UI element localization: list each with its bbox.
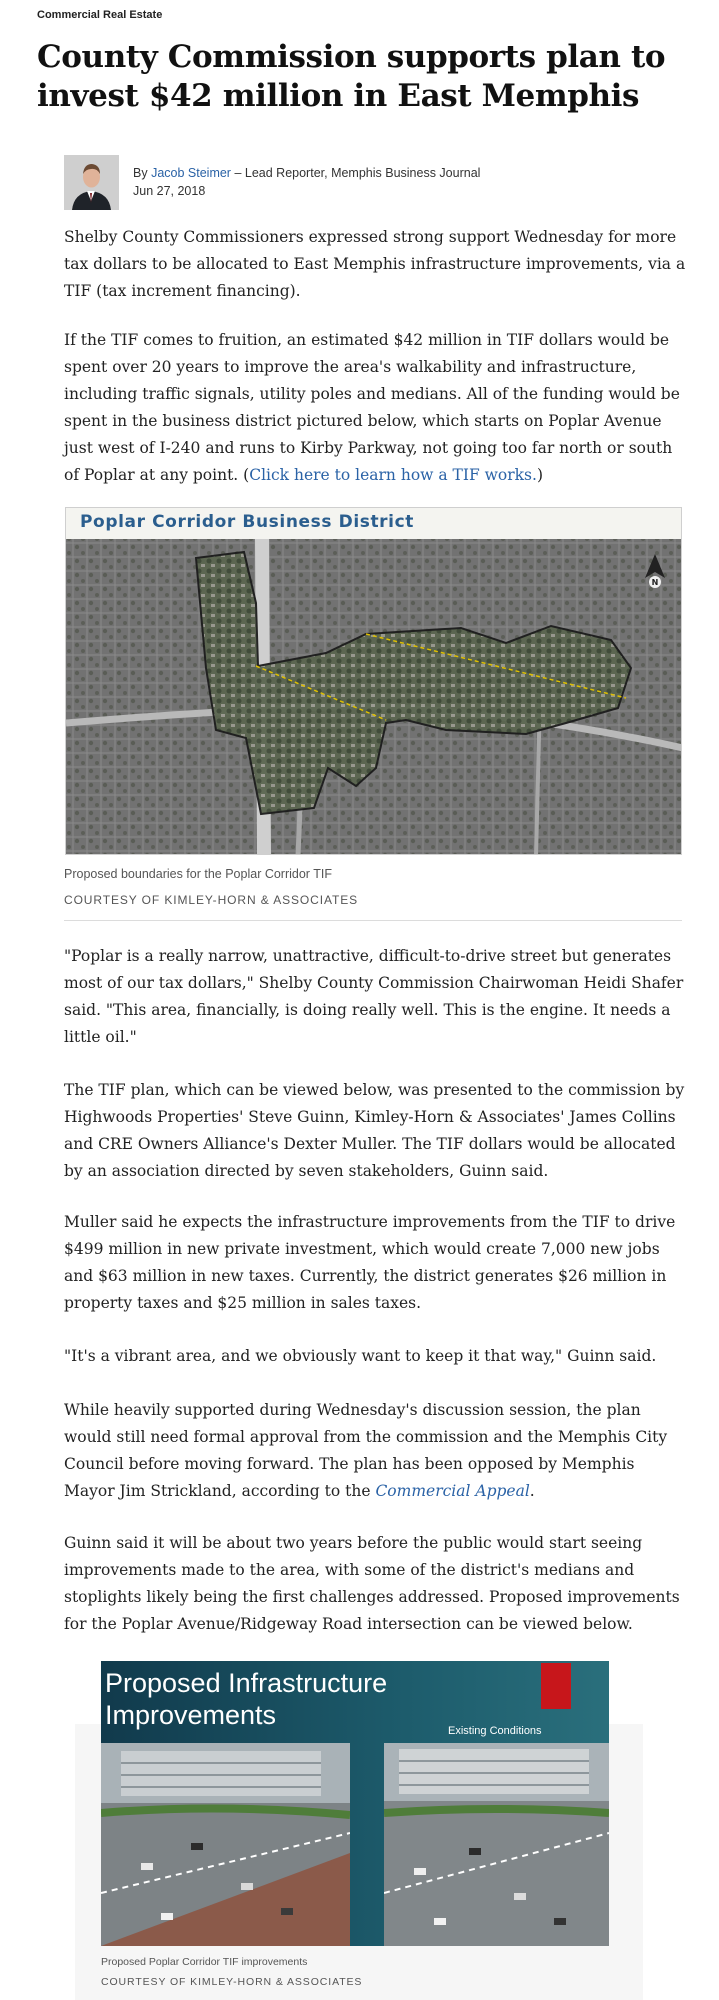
paragraph-5: Muller said he expects the infrastructure improvements from the TIF to drive $499 million in new private investment, which would create 7,000 new jobs and $63 million in new taxes. Currently, the district generates $26 million in property taxes and $25 million in sales taxes. bbox=[64, 1213, 676, 1312]
slide-accent-block bbox=[541, 1663, 571, 1709]
slide-figure[interactable] bbox=[101, 1661, 609, 1946]
tif-explainer-link[interactable]: Click here to learn how a TIF works. bbox=[249, 466, 537, 484]
slide-credit: COURTESY OF KIMLEY-HORN & ASSOCIATES bbox=[101, 1976, 363, 1988]
figure-divider bbox=[64, 920, 682, 921]
proposed-intersection-photo bbox=[101, 1743, 350, 1946]
author-link[interactable]: Jacob Steimer bbox=[151, 166, 231, 180]
author-avatar[interactable] bbox=[64, 155, 119, 210]
paragraph-2 bbox=[64, 327, 689, 489]
commercial-appeal-link[interactable]: Commercial Appeal bbox=[375, 1482, 530, 1500]
map-figure[interactable] bbox=[65, 507, 682, 855]
existing-intersection-photo bbox=[384, 1743, 609, 1946]
map-image bbox=[66, 508, 682, 855]
paragraph-2-text: If the TIF comes to fruition, an estimated $42 million in TIF dollars would be spent over 20 years to improve the area's walkability and infrastructure, including traffic signals, utility poles and medians. All of the funding would be spent in the business district pictured below, which starts on Poplar Avenue just west of I-240 and runs to Kirby Parkway, not going too far north or south of Poplar at any point. ( bbox=[64, 331, 680, 484]
north-label: N bbox=[651, 578, 659, 587]
paragraph-6: "It's a vibrant area, and we obviously want to keep it that way," Guinn said. bbox=[64, 1347, 657, 1365]
article-headline: County Commission supports plan to invest $42 million in East Memphis bbox=[37, 39, 666, 114]
paragraph-8: Guinn said it will be about two years before the public would start seeing improvements made to the area, with some of the district's medians and stoplights likely being the first challenges addressed. Proposed improvements for the Poplar Avenue/Ridgeway Road intersection can be viewed below. bbox=[64, 1534, 680, 1633]
slide-title: Proposed Infrastructure Improvements bbox=[105, 1668, 388, 1730]
paragraph-7-end: . bbox=[529, 1482, 535, 1500]
paragraph-2-end: ) bbox=[536, 466, 543, 484]
paragraph-7 bbox=[64, 1397, 689, 1505]
map-credit: COURTESY OF KIMLEY-HORN & ASSOCIATES bbox=[64, 893, 359, 907]
section-kicker-link[interactable]: Commercial Real Estate bbox=[37, 9, 163, 21]
paragraph-3: "Poplar is a really narrow, unattractive, difficult-to-drive street but generates most of our tax dollars," Shelby County Commission Chairwoman Heidi Shafer said. "This area, financially, is doing really well. This is the engine. It needs a little oil." bbox=[64, 947, 684, 1046]
existing-conditions-label: Existing Conditions bbox=[448, 1725, 542, 1737]
paragraph-7-text: While heavily supported during Wednesday's discussion session, the plan would still need formal approval from the commission and the Memphis City Council before moving forward. The plan has been opposed by Memphis Mayor Jim Strickland, according to the bbox=[64, 1401, 668, 1500]
map-title: Poplar Corridor Business District bbox=[80, 512, 415, 532]
byline-text bbox=[133, 164, 480, 200]
byline bbox=[64, 155, 684, 211]
paragraph-1: Shelby County Commissioners expressed strong support Wednesday for more tax dollars to be allocated to East Memphis infrastructure improvements, via a TIF (tax increment financing). bbox=[64, 228, 686, 300]
slide-caption: Proposed Poplar Corridor TIF improvements bbox=[101, 1956, 308, 1968]
paragraph-4: The TIF plan, which can be viewed below, was presented to the commission by Highwoods Properties' Steve Guinn, Kimley-Horn & Associates' James Collins and CRE Owners Alliance's Dexter Muller. The TIF dollars would be allocated by an association directed by seven stakeholders, Guinn said. bbox=[64, 1081, 685, 1180]
author-role: – Lead Reporter, Memphis Business Journal bbox=[234, 166, 481, 180]
author-photo bbox=[64, 155, 119, 210]
map-caption: Proposed boundaries for the Poplar Corridor TIF bbox=[64, 867, 332, 881]
byline-prefix: By bbox=[133, 166, 148, 180]
publish-date: Jun 27, 2018 bbox=[133, 184, 206, 198]
